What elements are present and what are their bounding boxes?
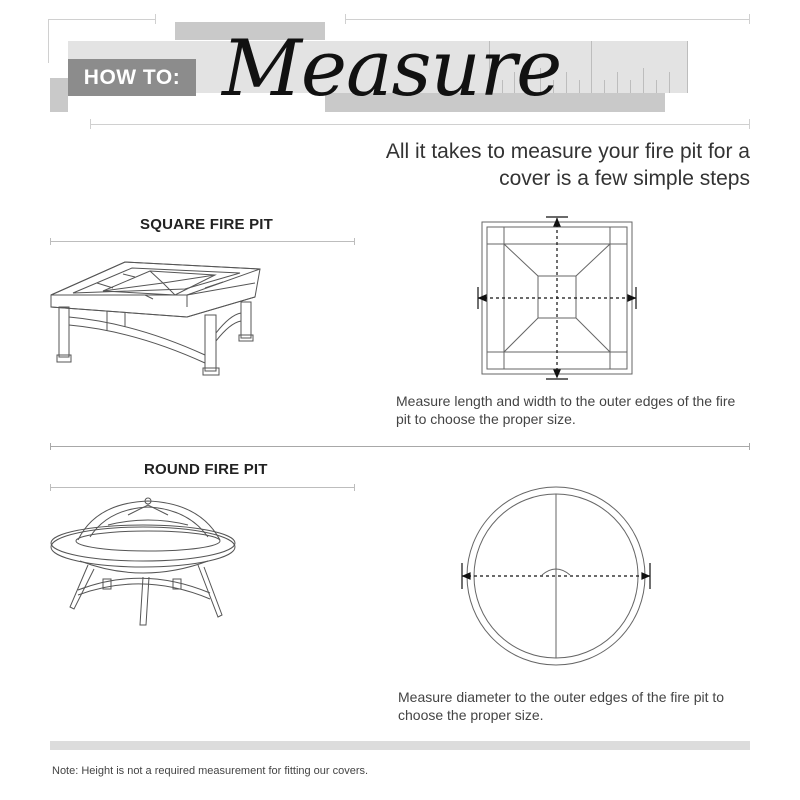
ruler-tick xyxy=(591,41,592,93)
top-rule-right xyxy=(345,19,750,20)
band-bottom-left xyxy=(50,78,68,112)
rule-cap xyxy=(749,443,750,450)
bottom-rule-cap-l xyxy=(90,119,91,129)
rule-cap xyxy=(50,484,51,491)
rule-cap xyxy=(354,238,355,245)
round-fire-pit-illustration xyxy=(48,495,243,630)
bottom-rule xyxy=(90,124,750,125)
intro-text: All it takes to measure your fire pit for a cover is a few simple steps xyxy=(385,140,750,190)
howto-label: HOW TO: xyxy=(68,59,196,96)
ruler-tick xyxy=(656,80,657,93)
top-rule-left-cap2 xyxy=(155,14,156,24)
top-rule-left-cap xyxy=(48,19,49,63)
ruler-tick xyxy=(566,72,567,93)
rule-cap xyxy=(50,443,51,450)
bottom-rule-cap-r xyxy=(749,119,750,129)
footer-bar xyxy=(50,741,750,750)
square-measure-diagram xyxy=(476,216,638,380)
ruler-tick xyxy=(669,72,670,93)
footer-note: Note: Height is not a required measurement for fitting our covers. xyxy=(52,765,369,777)
page-title: Measure xyxy=(222,24,562,114)
ruler-tick xyxy=(617,72,618,93)
square-title-rule xyxy=(50,241,355,242)
square-caption: Measure length and width to the outer edges of the fire pit to choose the proper size. xyxy=(396,393,736,427)
round-caption: Measure diameter to the outer edges of the fire pit to choose the proper size. xyxy=(398,689,725,723)
square-section-title: SQUARE FIRE PIT xyxy=(140,216,274,233)
rule-cap xyxy=(50,238,51,245)
ruler-tick xyxy=(643,68,644,93)
top-rule-right-cap2 xyxy=(345,14,346,24)
top-rule-left xyxy=(48,19,156,20)
round-title-rule xyxy=(50,487,355,488)
square-fire-pit-illustration xyxy=(45,255,270,380)
section-divider xyxy=(50,446,750,447)
top-rule-right-cap xyxy=(749,14,750,24)
round-measure-diagram xyxy=(458,485,654,669)
ruler-tick xyxy=(579,80,580,93)
ruler-tick xyxy=(630,80,631,93)
rule-cap xyxy=(354,484,355,491)
ruler-tick xyxy=(604,80,605,93)
round-section-title: ROUND FIRE PIT xyxy=(144,461,268,478)
ruler-tick xyxy=(687,41,688,93)
